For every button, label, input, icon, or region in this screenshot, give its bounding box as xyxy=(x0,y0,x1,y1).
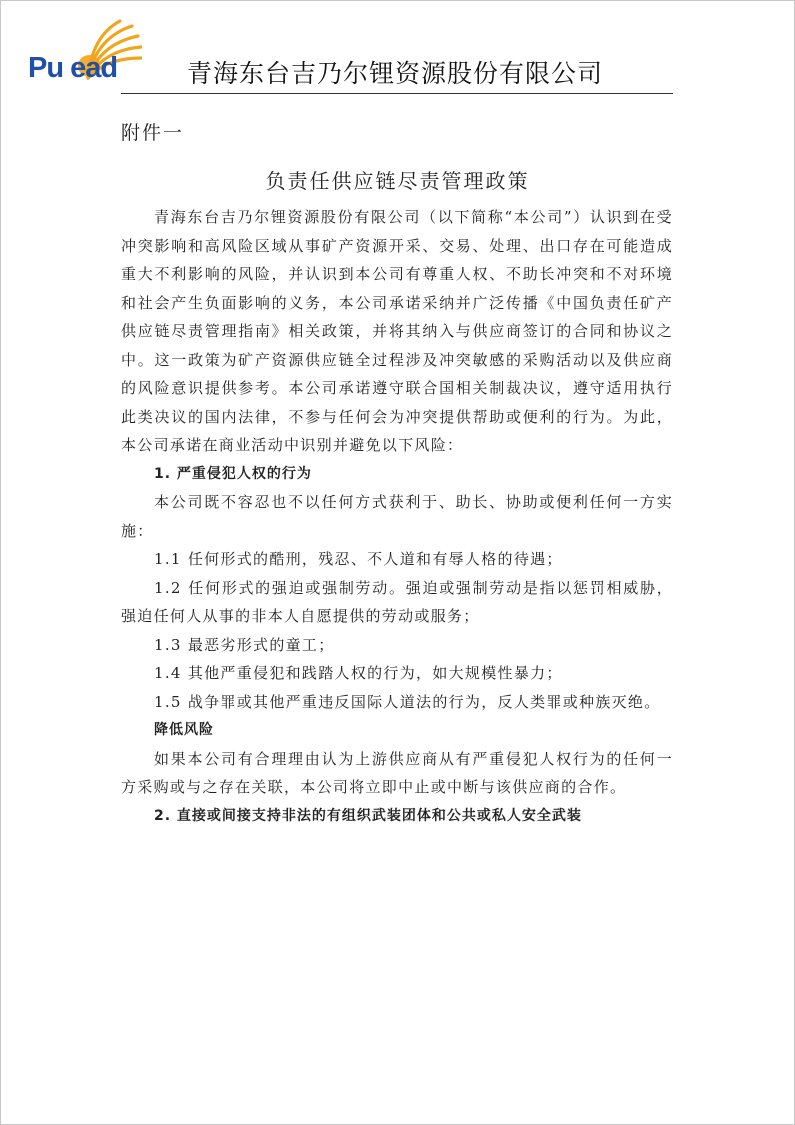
list-item-1-5: 1.5 战争罪或其他严重违反国际人道法的行为，反人类罪或种族灭绝。 xyxy=(154,692,661,711)
risk-mitigation-paragraph: 如果本公司有合理理由认为上游供应商从有严重侵犯人权行为的任何一方采购或与之存在关联，本公司将立即中止或中断与该供应商的合作。 xyxy=(121,749,673,796)
section-1-intro: 本公司既不容忍也不以任何方式获利于、助长、协助或便利任何一方实施： xyxy=(121,493,673,540)
list-item-1-2: 1.2 任何形式的强迫或强制劳动。强迫或强制劳动是指以惩罚相威胁，强迫任何人从事的非本人自愿提供的劳动或服务； xyxy=(121,578,673,625)
section-heading-2: 2. 直接或间接支持非法的有组织武装团体和公共或私人安全武装 xyxy=(154,807,582,824)
subheading-risk-mitigation: 降低风险 xyxy=(154,722,214,738)
header-divider xyxy=(121,93,673,94)
section-heading-1: 1. 严重侵犯人权的行为 xyxy=(154,465,312,482)
list-item-1-1: 1.1 任何形式的酷刑，残忍、不人道和有辱人格的待遇； xyxy=(154,550,563,568)
intro-paragraph: 青海东台吉乃尔锂资源股份有限公司（以下简称“本公司”）认识到在受冲突影响和高风险区域从事矿产资源开采、交易、处理、出口存在可能造成重大不利影响的风险，并认识到本公司有尊重人权、不助长冲突和不对环境和社会产生负面影响的义务，本公司承诺采纳并广泛传播《中国负责任矿产供应链尽责管理指南》相关政策，并将其纳入与供应商签订的合同和协议之中。这一政策为矿产资源供应链全过程涉及冲突敏感的采购活动以及供应商的风险意识提供参考。本公司承诺遵守联合国相关制裁决议，遵守适用执行此类决议的国内法律，不参与任何会为冲突提供帮助或便利的行为。为此，本公司承诺在商业活动中识别并避免以下风险： xyxy=(121,208,673,454)
list-item-1-4: 1.4 其他严重侵犯和践踏人权的行为，如大规模性暴力； xyxy=(154,664,563,682)
list-item-1-3: 1.3 最恶劣形式的童工； xyxy=(154,635,335,654)
logo-wordmark: Pu ead xyxy=(28,52,118,84)
annex-label: 附件一 xyxy=(121,122,185,144)
page-header xyxy=(0,0,795,100)
company-name: 青海东台吉乃尔锂资源股份有限公司 xyxy=(187,59,604,88)
document-title: 负责任供应链尽责管理政策 xyxy=(265,169,530,193)
company-logo xyxy=(28,18,140,86)
document-body xyxy=(121,203,673,830)
